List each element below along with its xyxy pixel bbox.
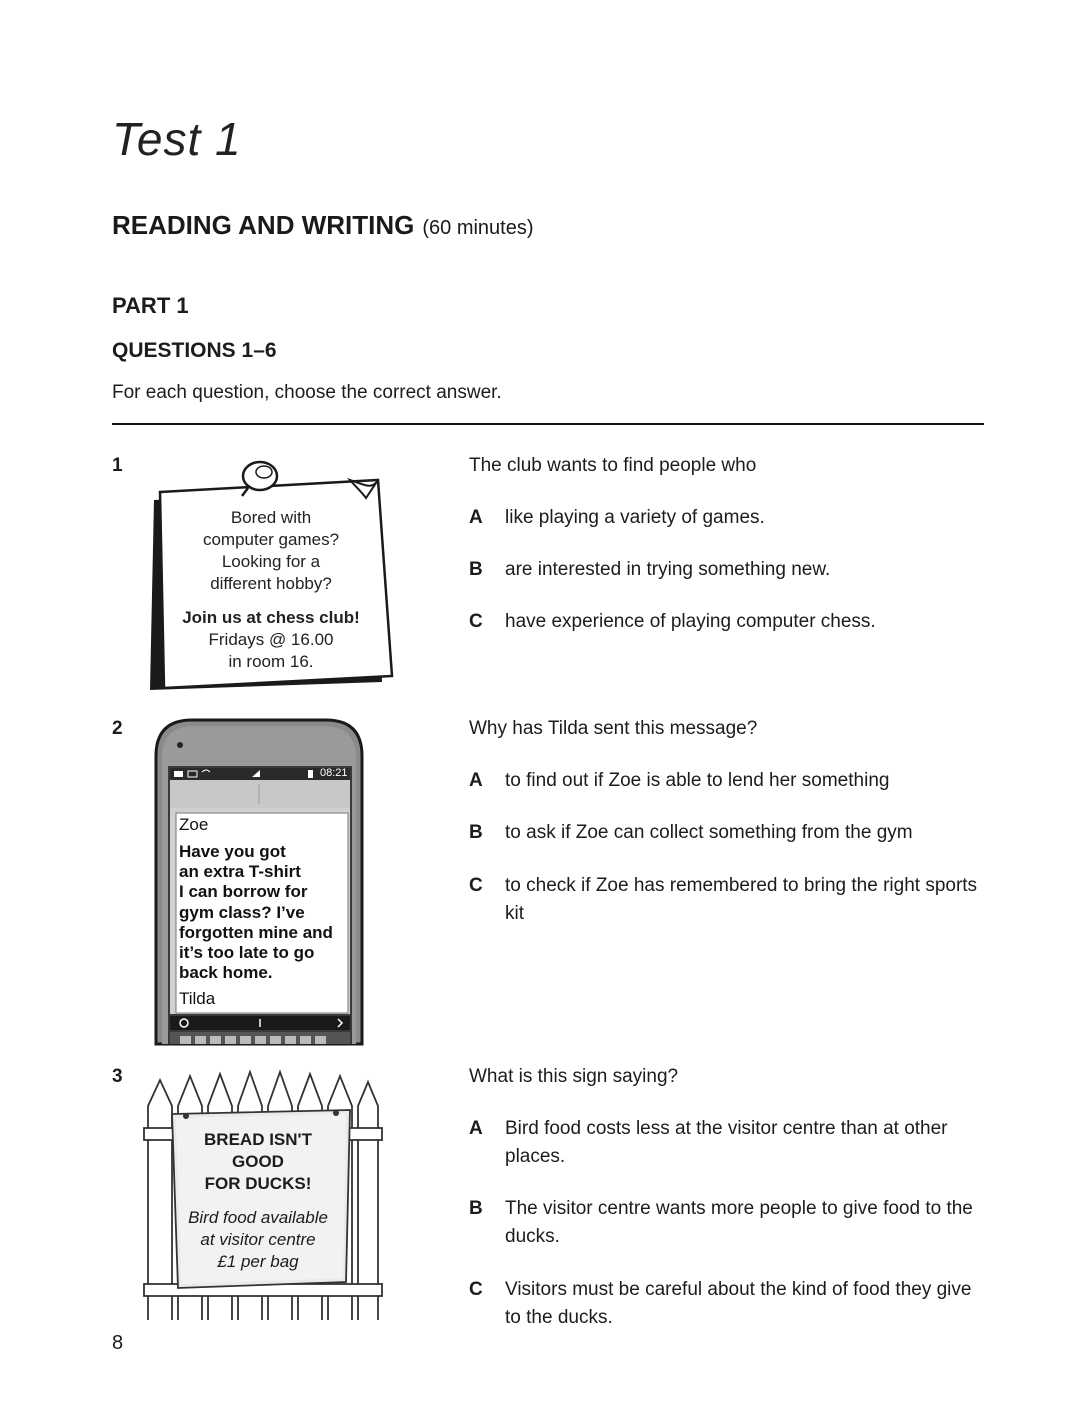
message-line: an extra T-shirt [179, 862, 301, 882]
question-range: QUESTIONS 1–6 [112, 339, 277, 362]
page-number: 8 [112, 1332, 124, 1354]
option-text: to ask if Zoe can collect something from the gym [505, 822, 913, 843]
sign-sub-line: at visitor centre [200, 1230, 316, 1249]
nail-icon [333, 1110, 339, 1116]
part-title: PART 1 [112, 293, 189, 318]
notice-line: computer games? [202, 530, 340, 549]
divider [112, 423, 984, 425]
option-letter: C [469, 875, 483, 896]
message-body [179, 842, 349, 983]
option-letter: B [469, 822, 483, 843]
option-text: are interested in trying something new. [505, 559, 831, 580]
notice-text [160, 507, 382, 673]
question-number: 1 [112, 455, 123, 476]
option-text: Visitors must be careful about the kind of food they give to the ducks. [505, 1279, 972, 1328]
notice-detail: Fridays @ 16.00 [208, 630, 334, 649]
sign-heading-line: GOOD [232, 1152, 284, 1171]
message-sender: Tilda [179, 989, 216, 1008]
option-text: The visitor centre wants more people to give food to the ducks. [505, 1198, 973, 1247]
duration: (60 minutes) [422, 217, 534, 239]
question-stem: The club wants to find people who [469, 455, 757, 476]
question-number: 3 [112, 1066, 123, 1087]
message-recipient: Zoe [179, 815, 209, 834]
phone-time: 08:21 [320, 767, 348, 779]
message-line: forgotten mine and [179, 922, 333, 942]
option-text: to find out if Zoe is able to lend her something [505, 770, 890, 791]
option-letter: A [469, 770, 483, 791]
question-number: 2 [112, 718, 123, 739]
question-stem: Why has Tilda sent this message? [469, 718, 758, 739]
option-letter: C [469, 1279, 483, 1300]
question-stem: What is this sign saying? [469, 1066, 679, 1087]
message-line: it’s too late to go [179, 943, 315, 963]
option-letter: B [469, 559, 483, 580]
section-title-text: READING AND WRITING [112, 210, 415, 240]
option-text: to check if Zoe has remembered to bring the right sports kit [505, 875, 978, 924]
sign-heading-line: BREAD ISN'T [204, 1130, 312, 1149]
sign-heading-line: FOR DUCKS! [204, 1174, 312, 1193]
notice-line: Looking for a [221, 552, 321, 571]
message-line: back home. [179, 963, 273, 983]
option-letter: B [469, 1198, 483, 1219]
sign-sub-line: £1 per bag [217, 1252, 299, 1271]
message-line: I can borrow for [179, 882, 308, 902]
notice-line: Bored with [230, 508, 312, 527]
option-text: like playing a variety of games. [505, 507, 765, 528]
fence-sign-illustration [138, 1066, 388, 1326]
instruction: For each question, choose the correct answer. [112, 382, 502, 403]
nail-icon [183, 1113, 189, 1119]
option-letter: A [469, 1118, 483, 1139]
option-letter: A [469, 507, 483, 528]
notice-line: different hobby? [210, 574, 332, 593]
sign-sub-line: Bird food available [188, 1208, 328, 1227]
option-text: have experience of playing computer chess. [505, 611, 876, 632]
camera-icon [177, 742, 183, 748]
sign-subtext [172, 1207, 344, 1273]
battery-icon [308, 770, 313, 778]
option-text: Bird food costs less at the visitor centre than at other places. [505, 1118, 948, 1167]
section-title [112, 210, 534, 241]
notice-detail: in room 16. [228, 652, 314, 671]
test-title: Test 1 [112, 113, 242, 165]
sign-heading [176, 1129, 340, 1195]
message-line: gym class? I’ve [179, 902, 305, 922]
notification-icon [174, 771, 183, 777]
option-letter: C [469, 611, 483, 632]
message-line: Have you got [179, 842, 286, 861]
notice-bold-line: Join us at chess club! [182, 608, 360, 627]
